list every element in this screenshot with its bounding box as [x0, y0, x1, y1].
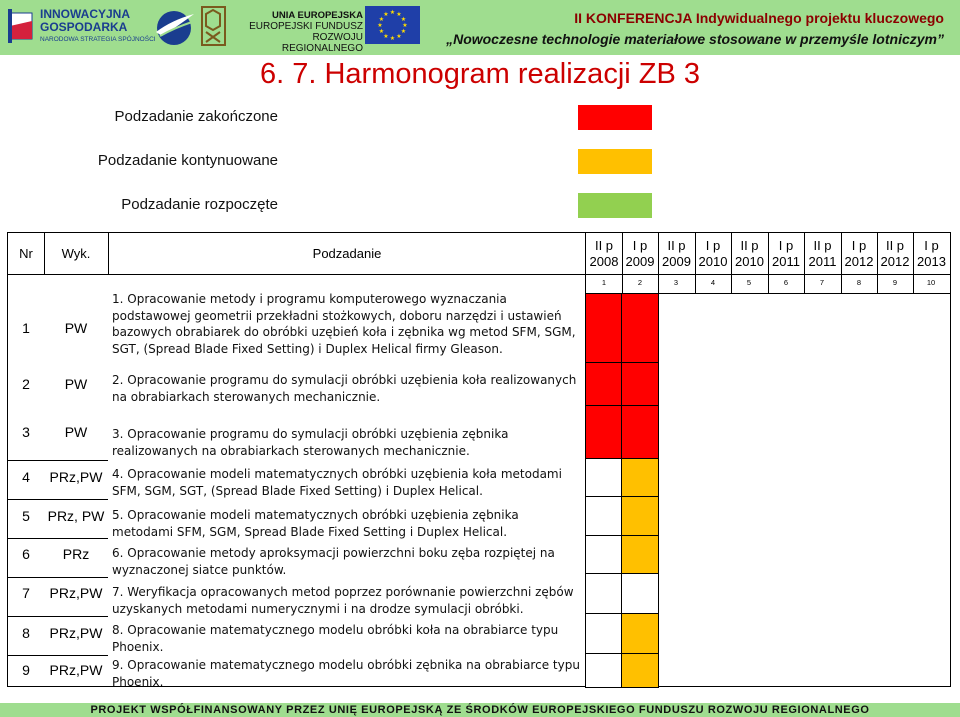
conference-title [446, 9, 944, 48]
period-year: 2010 [735, 253, 764, 269]
row-separator [8, 577, 108, 578]
polish-flag-icon [8, 7, 36, 43]
schedule-cell-period-1 [585, 613, 622, 654]
legend-label: Podzadanie kontynuowane [97, 152, 278, 169]
schedule-cell-period-2 [621, 535, 659, 574]
row-nr: 4 [22, 469, 30, 485]
schedule-cell-period-2 [621, 573, 659, 614]
row-separator [8, 655, 108, 656]
svg-text:★: ★ [378, 16, 385, 23]
period-year: 2012 [880, 253, 910, 269]
divider [877, 233, 878, 294]
row-nr: 9 [22, 662, 30, 678]
legend-swatch-started [578, 193, 652, 218]
svg-text:★: ★ [377, 22, 383, 29]
row-nr: 1 [22, 319, 30, 336]
period-half: II p [740, 237, 759, 253]
logo-ig-line1: INNOWACYJNA [40, 7, 131, 21]
divider [44, 233, 45, 275]
divider [658, 233, 659, 294]
schedule-cell-period-2 [621, 613, 659, 654]
schedule-cell-period-1 [585, 653, 622, 688]
period-year: 2011 [808, 253, 837, 269]
row-wyk: PRz, PW [47, 507, 105, 524]
divider [804, 233, 805, 294]
period-half: II p [667, 237, 686, 253]
divider [731, 233, 732, 294]
schedule-cell-period-2 [621, 496, 659, 536]
schedule-cell-period-1 [585, 535, 622, 574]
period-number: 7 [819, 278, 825, 287]
schedule-cell-period-2 [621, 458, 659, 497]
divider [585, 233, 586, 294]
period-header [695, 233, 731, 274]
svg-text:★: ★ [389, 35, 396, 42]
row-wyk: PW [64, 319, 88, 336]
period-number: 1 [601, 278, 607, 287]
row-wyk: PRz,PW [49, 585, 103, 601]
schedule-cell-period-1 [585, 405, 622, 459]
row-separator [8, 538, 108, 539]
period-half: I p [851, 237, 867, 253]
schedule-cell-period-1 [585, 458, 622, 497]
row-nr: 6 [22, 546, 30, 562]
period-year: 2012 [844, 253, 874, 269]
row-wyk: PRz,PW [49, 662, 103, 678]
legend-label: Podzadanie rozpoczęte [121, 196, 278, 213]
logo-ig-line2: GOSPODARKA [40, 20, 128, 34]
eu-flag-icon [365, 6, 420, 44]
period-label [626, 238, 655, 270]
legend-swatch-completed [578, 105, 652, 130]
period-header [586, 233, 622, 274]
row-nr: 5 [22, 507, 30, 524]
divider [768, 233, 769, 294]
svg-text:★: ★ [400, 16, 407, 23]
footer-banner: PROJEKT WSPÓŁFINANSOWANY PRZEZ UNIĘ EUROPEJSKĄ ZE ŚRODKÓW EUROPEJSKIEGO FUNDUSZU ROZWOJU REGIONALNEGO [0, 703, 960, 717]
period-header [877, 233, 913, 274]
row-separator [8, 460, 108, 461]
period-number: 10 [926, 278, 936, 287]
row-nr: 8 [22, 625, 30, 641]
legend-item-started [0, 193, 660, 218]
header-banner [0, 0, 960, 55]
period-number: 9 [892, 278, 898, 287]
schedule-cell-period-2 [621, 362, 659, 406]
period-year: 2009 [662, 253, 691, 269]
row-task: 4. Opracowanie modeli matematycznych obróbki uzębienia koła metodami SFM, SGM, SGT, (Spread Blade Fixed Setting) i Duplex Helical. [112, 467, 562, 498]
period-half: I p [924, 237, 939, 253]
schedule-table [7, 232, 951, 687]
schedule-cell-period-1 [585, 362, 622, 406]
logo-ig-line3: NARODOWA STRATEGIA SPÓJNOŚCI [40, 36, 156, 43]
eu-fund-text [238, 10, 363, 54]
row-task: 7. Weryfikacja opracowanych metod poprzez porównanie powierzchni zębów uzyskanych metodami numerycznymi i na drodze symulacji obróbki. [112, 585, 574, 616]
period-year: 2009 [625, 253, 655, 269]
divider [913, 233, 914, 294]
row-wyk: PW [64, 375, 88, 392]
svg-text:★: ★ [383, 33, 389, 40]
row-task: 8. Opracowanie matematycznego modelu obróbki koła na obrabiarce typu Phoenix. [112, 623, 559, 654]
period-label [735, 238, 764, 270]
period-number: 5 [746, 278, 752, 287]
header-wyk: Wyk. [61, 245, 91, 261]
row-task: 2. Opracowanie programu do symulacji obróbki uzębienia koła realizowanych na obrabiarkach sterowanych mechanicznie. [112, 373, 577, 404]
schedule-cell-period-1 [585, 496, 622, 536]
row-wyk: PRz,PW [49, 469, 103, 485]
row-nr: 2 [22, 375, 30, 392]
schedule-cell-period-2 [621, 293, 659, 363]
conference-line2: „Nowoczesne technologie materiałowe stosowane w przemyśle lotniczym” [446, 31, 944, 47]
svg-text:★: ★ [378, 28, 385, 35]
row-wyk: PRz [62, 546, 90, 562]
period-header [658, 233, 695, 274]
period-half: I p [632, 237, 648, 253]
period-header [622, 233, 658, 274]
period-half: II p [813, 237, 832, 253]
divider [622, 233, 623, 294]
legend-label: Podzadanie zakończone [114, 108, 278, 125]
row-task: 6. Opracowanie metody aproksymacji powierzchni boku zęba rozpiętej na wyznaczonej siatce punktów. [112, 546, 555, 577]
page-title: 6. 7. Harmonogram realizacji ZB 3 [260, 58, 700, 90]
svg-text:★: ★ [396, 11, 402, 18]
period-number: 6 [783, 278, 789, 287]
period-header [841, 233, 877, 274]
period-year: 2011 [772, 253, 800, 269]
period-year: 2008 [589, 253, 619, 269]
legend-swatch-continued [578, 149, 652, 174]
row-nr: 7 [22, 585, 30, 601]
period-header [804, 233, 841, 274]
period-header [731, 233, 768, 274]
schedule-cell-period-2 [621, 405, 659, 459]
eu-line3: ROZWOJU REGIONALNEGO [281, 32, 363, 54]
period-number: 3 [673, 278, 679, 287]
period-number: 2 [637, 278, 643, 287]
period-header [913, 233, 950, 274]
period-number: 8 [856, 278, 862, 287]
period-half: I p [705, 237, 721, 253]
svg-text:★: ★ [383, 11, 389, 18]
svg-text:★: ★ [396, 33, 402, 40]
university-emblem-icon [201, 6, 226, 46]
schedule-cell-period-2 [621, 653, 659, 688]
row-task: 1. Opracowanie metody i programu komputerowego wyznaczania podstawowej geometrii przekładni stożkowych, doboru narzędzi i ustawień bazowych obrabiarek do obróbki uzębień koła i zębnika wg metod SFM, SGM, SGT, (Spread Blade Fixed Setting) i Duplex Helical firmy Gleason. [112, 292, 576, 356]
period-label [845, 238, 874, 270]
period-number: 4 [710, 278, 716, 287]
period-label [809, 238, 837, 270]
period-half: I p [778, 237, 794, 253]
period-year: 2010 [698, 253, 728, 269]
period-year: 2013 [917, 253, 946, 269]
header-nr: Nr [19, 245, 33, 261]
period-label [590, 238, 619, 270]
schedule-cell-period-1 [585, 573, 622, 614]
svg-text:★: ★ [400, 28, 407, 35]
schedule-cell-period-1 [585, 293, 622, 363]
row-task: 5. Opracowanie modeli matematycznych obróbki uzębienia zębnika metodami SFM, SGM, Spread Blade Fixed Setting i Duplex Helical. [112, 508, 519, 539]
divider [108, 233, 109, 275]
innowacyjna-gospodarka-logo [8, 5, 156, 47]
period-label [662, 238, 691, 270]
period-label [699, 238, 728, 270]
row-wyk: PW [64, 423, 88, 440]
header-task: Podzadanie [312, 245, 382, 261]
period-half: II p [594, 237, 614, 253]
row-task: 3. Opracowanie programu do symulacji obróbki uzębienia zębnika realizowanych na obrabiarkach sterowanych mechanicznie. [112, 427, 509, 458]
svg-text:★: ★ [389, 9, 396, 16]
divider [695, 233, 696, 294]
legend-item-continued [0, 149, 660, 174]
period-header [768, 233, 804, 274]
svg-text:★: ★ [402, 22, 408, 29]
table-header [8, 233, 950, 275]
period-half: II p [885, 237, 905, 253]
aviation-valley-logo-icon [152, 6, 196, 48]
legend-item-completed [0, 105, 660, 130]
divider [841, 233, 842, 294]
eu-line2: EUROPEJSKI FUNDUSZ [249, 21, 363, 32]
period-label [917, 238, 946, 270]
period-label [881, 238, 910, 270]
row-task: 9. Opracowanie matematycznego modelu obróbki zębnika na obrabiarce typu Phoenix. [112, 658, 580, 689]
row-separator [8, 616, 108, 617]
row-separator [8, 499, 108, 500]
period-label [772, 238, 800, 270]
eu-line1: UNIA EUROPEJSKA [272, 10, 363, 21]
row-wyk: PRz,PW [49, 625, 103, 641]
conference-line1: II KONFERENCJA Indywidualnego projektu kluczowego [574, 10, 944, 26]
row-nr: 3 [22, 423, 30, 440]
